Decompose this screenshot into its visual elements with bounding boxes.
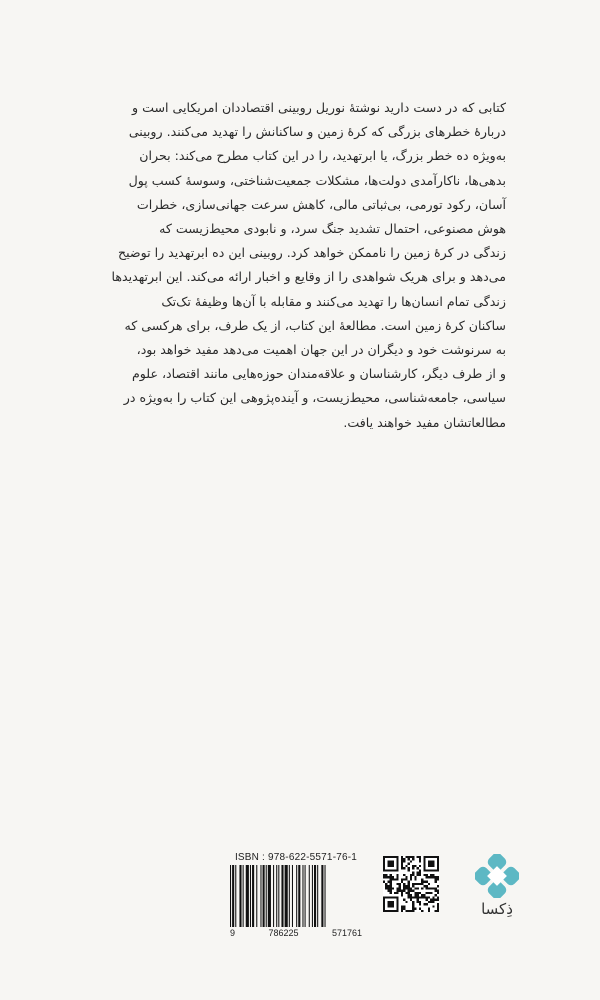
blurb-line: هوش مصنوعی، احتمال تشدید جنگ سرد، و نابودی محیط‌زیست که xyxy=(159,221,506,237)
barcode-digit-group-1: 786225 xyxy=(268,928,299,938)
blurb-line: بدهی‌ها، ناکارآمدی دولت‌ها، مشکلات جمعیت‌شناختی، وسوسهٔ کسب پول xyxy=(128,172,506,188)
barcode-image xyxy=(226,865,366,927)
blurb-line: زندگی در کرهٔ زمین را ناممکن خواهد کرد. روبینی این ده ابرتهدید را توضیح xyxy=(117,245,506,261)
back-cover-blurb xyxy=(98,96,506,435)
blurb-line: آسان، رکود تورمی، بی‌ثباتی مالی، کاهش سرعت جهانی‌سازی، خطرات xyxy=(136,196,506,212)
isbn-text: ISBN : 978-622-5571-76-1 xyxy=(234,852,358,863)
blurb-line: می‌دهد و برای هریک شواهدی را از وقایع و اخبار ارائه می‌کند. این ابرتهدیدها xyxy=(111,269,506,285)
publisher-name: ذِکسا xyxy=(481,900,513,918)
isbn-barcode xyxy=(226,852,366,938)
blurb-line: به‌ویژه ده خطر بزرگ، یا ابرتهدید، را در این کتاب مطرح می‌کند: بحران xyxy=(139,148,506,164)
barcode-digits xyxy=(226,928,366,938)
blurb-line: مطالعاتشان مفید خواهند یافت. xyxy=(343,414,506,430)
blurb-line: زندگی تمام انسان‌ها را تهدید می‌کنند و مقابله با آن‌ها وظیفهٔ تک‌تک xyxy=(161,293,506,309)
blurb-line: کتابی که در دست دارید نوشتهٔ نوریل روبینی اقتصاددان امریکایی است و xyxy=(132,100,506,115)
blurb-line: و از طرف دیگر، کارشناسان و علاقه‌مندان حوزه‌هایی مانند اقتصاد، علوم xyxy=(131,366,506,382)
publisher-logo xyxy=(469,854,525,918)
publisher-logo-mark xyxy=(475,854,519,898)
blurb-line: به سرنوشت خود و دیگران در این جهان اهمیت می‌دهد مفید خواهد بود، xyxy=(136,342,506,358)
blurb-line: سیاسی، جامعه‌شناسی، محیط‌زیست، و آینده‌پژوهی این کتاب را به‌ویژه در xyxy=(123,390,506,406)
qr-code xyxy=(383,856,439,912)
blurb-line: ساکنان کرهٔ زمین است. مطالعهٔ این کتاب، از یک طرف، برای هرکسی که xyxy=(124,317,506,333)
barcode-digit-first: 9 xyxy=(230,928,236,938)
barcode-digit-group-2: 571761 xyxy=(331,928,362,938)
blurb-line: دربارهٔ خطرهای بزرگی که کرهٔ زمین و ساکنانش را تهدید می‌کنند. روبینی xyxy=(128,124,506,140)
